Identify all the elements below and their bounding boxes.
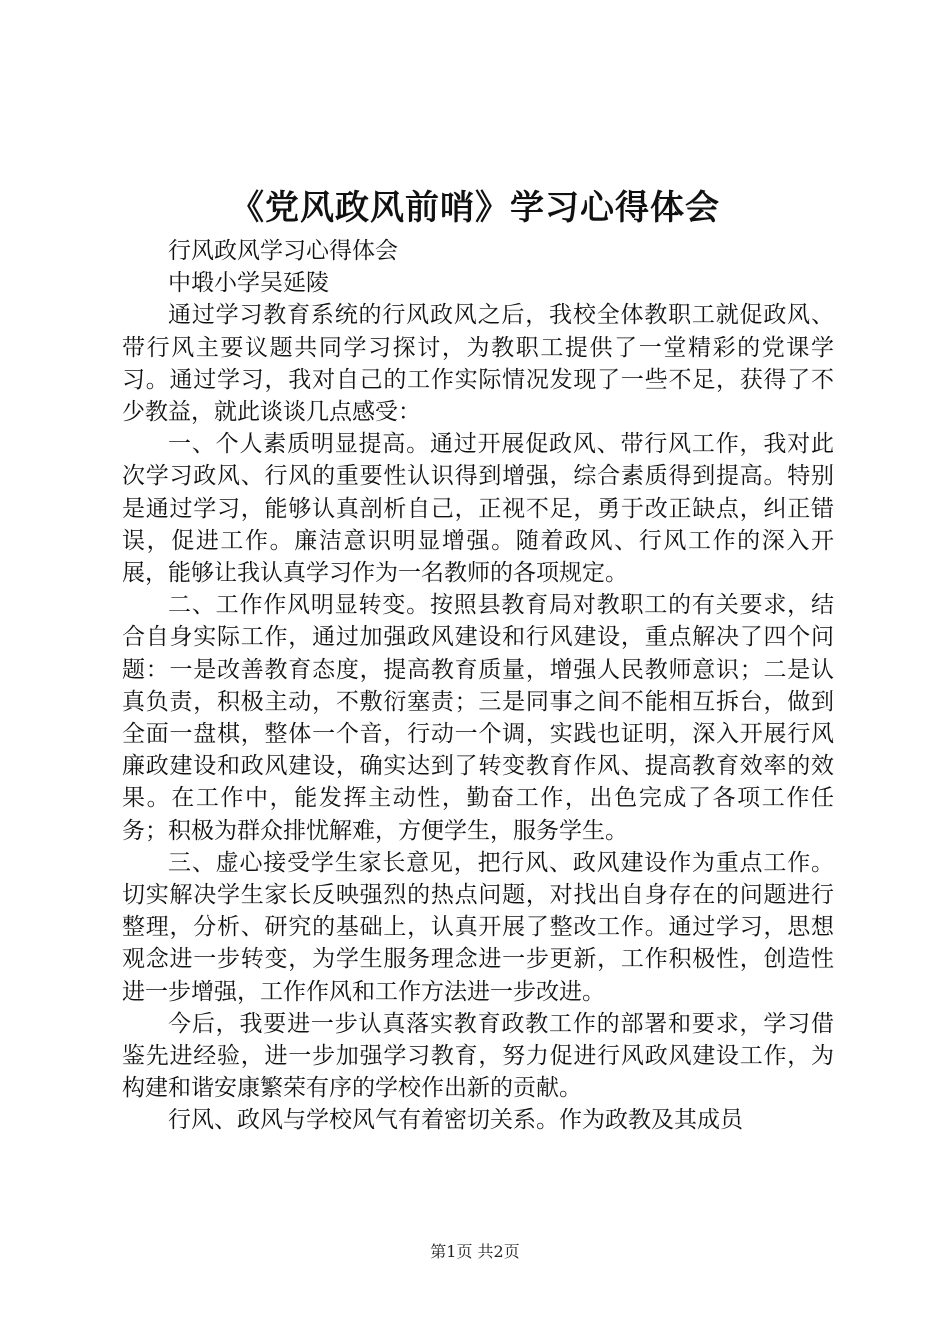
subtitle-paragraph: 行风政风学习心得体会 [168, 238, 398, 264]
body-paragraph: 通过学习教育系统的行风政风之后，我校全体教职工就促政风、带行风主要议题共同学习探讨，为教职工提供了一堂精彩的党课学习。通过学习，我对自己的工作实际情况发现了一些不足，获得了不少教益，就此谈谈几点感受： [122, 302, 834, 426]
document-title: 《党风政风前哨》学习心得体会 [230, 188, 720, 228]
body-paragraph: 行风、政风与学校风气有着密切关系。作为政教及其成员 [168, 1107, 743, 1134]
body-paragraph: 三、虚心接受学生家长意见，把行风、政风建设作为重点工作。切实解决学生家长反映强烈的热点问题，对找出自身存在的问题进行整理，分析、研究的基础上，认真开展了整改工作。通过学习，思想观念进一步转变，为学生服务理念进一步更新，工作积极性，创造性进一步增强，工作作风和工作方法进一步改进。 [122, 849, 834, 1005]
body-paragraph: 二、工作作风明显转变。按照县教育局对教职工的有关要求，结合自身实际工作，通过加强政风建设和行风建设，重点解决了四个问题：一是改善教育态度，提高教育质量，增强人民教师意识；二是认真负责，积极主动，不敷衍塞责；三是同事之间不能相互拆台，做到全面一盘棋，整体一个音，行动一个调，实践也证明，深入开展行风廉政建设和政风建设，确实达到了转变教育作风、提高教育效率的效果。在工作中，能发挥主动性，勤奋工作，出色完成了各项工作任务；积极为群众排忧解难，方便学生，服务学生。 [122, 592, 834, 844]
page-footer: 第1页 共2页 [430, 1242, 520, 1261]
body-paragraph: 一、个人素质明显提高。通过开展促政风、带行风工作，我对此次学习政风、行风的重要性认识得到增强，综合素质得到提高。特别是通过学习，能够认真剖析自己，正视不足，勇于改正缺点，纠正错误，促进工作。廉洁意识明显增强。随着政风、行风工作的深入开展，能够让我认真学习作为一名教师的各项规定。 [122, 431, 834, 587]
document-body [122, 235, 834, 1137]
body-paragraph: 今后，我要进一步认真落实教育政教工作的部署和要求，学习借鉴先进经验，进一步加强学习教育，努力促进行风政风建设工作，为构建和谐安康繁荣有序的学校作出新的贡献。 [122, 1010, 834, 1102]
author-line: 中塅小学吴延陵 [168, 270, 329, 297]
